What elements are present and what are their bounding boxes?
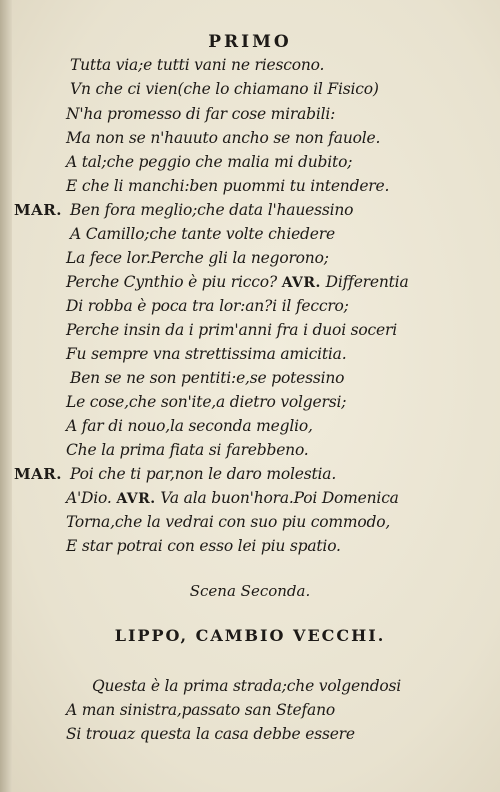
verse-line: A man sinistra,passato san Stefano: [66, 701, 335, 719]
verse-fragment: Va ala buon'hora.Poi Domenica: [160, 489, 399, 507]
verse-line: [66, 273, 408, 291]
page-header: PRIMO: [208, 32, 292, 52]
verse-line: Fu sempre vna strettissima amicitia.: [66, 345, 347, 363]
verse-line: E star potrai con esso lei piu spatio.: [66, 537, 341, 555]
verse-fragment: A'Dio.: [66, 489, 112, 507]
verse-line: Poi che ti par,non le daro molestia.: [70, 465, 337, 483]
verse-line: A Camillo;che tante volte chiedere: [70, 225, 335, 243]
verse-line: Questa è la prima strada;che volgendosi: [92, 677, 402, 695]
speaker-label: MAR.: [14, 201, 62, 219]
verse-line: Ma non se n'hauuto ancho se non fauole.: [66, 129, 381, 147]
verse-line: [66, 489, 399, 507]
verse-fragment: Differentia: [325, 273, 409, 291]
page-gutter: [0, 0, 12, 792]
verse-line: Che la prima fiata si farebbeno.: [66, 441, 309, 459]
verse-line: Perche insin da i prim'anni fra i duoi soceri: [66, 321, 397, 339]
verse-line: N'ha promesso di far cose mirabili:: [66, 105, 336, 123]
verse-line: Ben se ne son pentiti:e,se potessino: [70, 369, 345, 387]
verse-line: Tutta via;e tutti vani ne riescono.: [70, 56, 325, 74]
scene-characters: LIPPO, CAMBIO VECCHI.: [114, 626, 386, 645]
verse-line: Torna,che la vedrai con suo piu commodo,: [66, 513, 391, 531]
verse-line: A tal;che peggio che malia mi dubito;: [66, 153, 353, 171]
verse-line: Vn che ci vien(che lo chiamano il Fisico): [70, 80, 379, 98]
scene-title: Scena Seconda.: [189, 582, 311, 600]
verse-fragment: Perche Cynthio è piu ricco?: [66, 273, 277, 291]
verse-line: Ben fora meglio;che data l'hauessino: [70, 201, 354, 219]
speaker-label: AVR.: [116, 491, 156, 507]
verse-line: La fece lor.Perche gli la negorono;: [66, 249, 329, 267]
verse-line: E che li manchi:ben puommi tu intendere.: [66, 177, 390, 195]
speaker-label: AVR.: [281, 275, 321, 291]
verse-line: Le cose,che son'ite,a dietro volgersi;: [66, 393, 347, 411]
speaker-label: MAR.: [14, 465, 62, 483]
verse-line: Di robba è poca tra lor:an?i il feccro;: [66, 297, 349, 315]
verse-line: Si trouaz questa la casa debbe essere: [66, 725, 355, 743]
verse-line: A far di nouo,la seconda meglio,: [66, 417, 313, 435]
